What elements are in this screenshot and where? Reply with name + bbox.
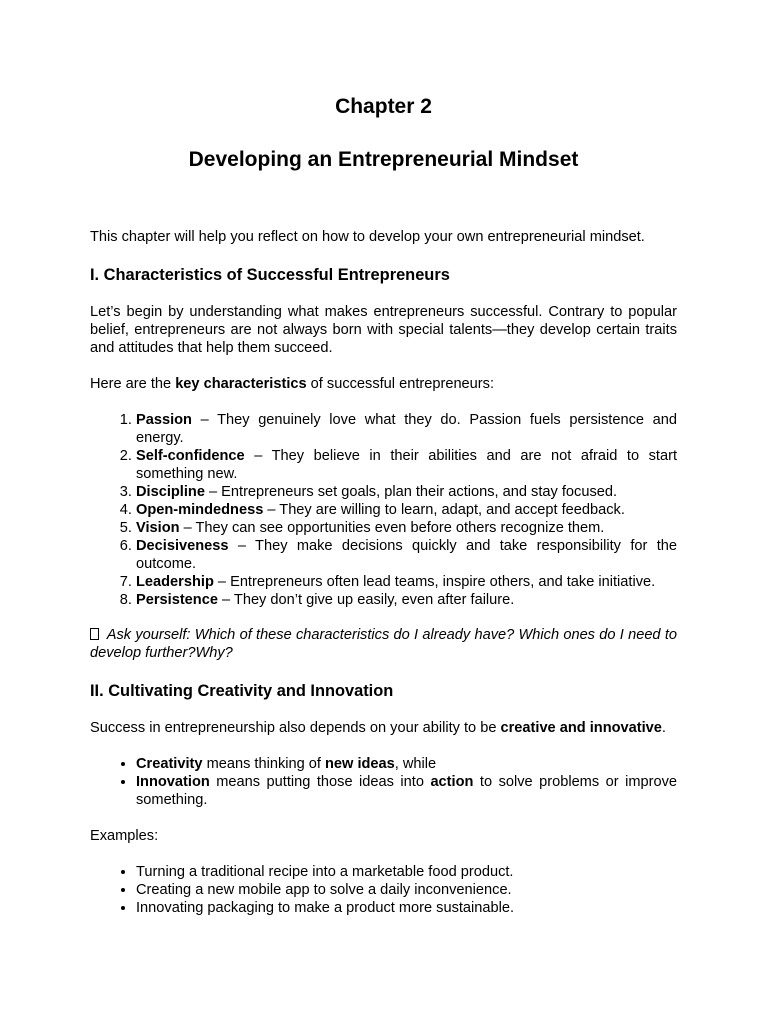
bullet-end: , while <box>394 756 437 772</box>
item-text: – They can see opportunities even before others recognize them. <box>179 520 605 536</box>
lead-text-after: of successful entrepreneurs: <box>306 376 495 392</box>
list-item <box>136 447 677 483</box>
para-text-after: . <box>661 720 666 736</box>
bullet-mid: means thinking of <box>202 756 326 772</box>
list-item: • Creating a new mobile app to solve a daily inconvenience. <box>136 881 677 899</box>
lead-text-before: Here are the <box>90 376 176 392</box>
item-term: Decisiveness <box>136 538 229 554</box>
para-text-bold: creative and innovative <box>500 720 662 736</box>
creativity-bullets <box>90 755 677 809</box>
item-text: – They don’t give up easily, even after failure. <box>217 592 515 608</box>
characteristics-list <box>90 411 677 609</box>
list-item <box>136 755 677 773</box>
list-item <box>136 773 677 809</box>
bullet-mid: means putting those ideas into <box>209 774 431 790</box>
list-item: • Turning a traditional recipe into a marketable food product. <box>136 863 677 881</box>
bullet-term: Creativity <box>136 756 203 772</box>
item-text: – They are willing to learn, adapt, and accept feedback. <box>263 502 625 518</box>
item-text: – They believe in their abilities and are not afraid to start something new. <box>136 448 677 482</box>
item-term: Leadership <box>136 574 214 590</box>
bullet-end: to solve problems or improve something. <box>136 774 677 808</box>
bullet-bold: new ideas <box>325 756 395 772</box>
characteristics-lead <box>90 375 677 393</box>
list-item <box>136 483 677 501</box>
chapter-title: Developing an Entrepreneurial Mindset <box>188 148 579 171</box>
intro-paragraph: This chapter will help you reflect on how to develop your own entrepreneurial mindset. <box>90 229 645 245</box>
section-1-heading: I. Characteristics of Successful Entrepreneurs <box>90 266 450 284</box>
list-item <box>136 591 677 609</box>
missing-glyph-icon <box>90 628 99 640</box>
item-text: – Entrepreneurs often lead teams, inspire others, and take initiative. <box>213 574 656 590</box>
examples-label: Examples: <box>90 828 159 844</box>
lead-text-bold: key characteristics <box>175 376 307 392</box>
list-item <box>136 411 677 447</box>
item-term: Discipline <box>136 484 205 500</box>
item-term: Passion <box>136 412 192 428</box>
bullet-term: Innovation <box>136 774 210 790</box>
item-term: Self-confidence <box>136 448 245 464</box>
item-term: Persistence <box>136 592 218 608</box>
list-item <box>136 501 677 519</box>
list-item <box>136 519 677 537</box>
item-term: Vision <box>136 520 180 536</box>
list-item <box>136 573 677 591</box>
item-term: Open-mindedness <box>136 502 264 518</box>
item-text: – They make decisions quickly and take responsibility for the outcome. <box>136 538 677 572</box>
list-item <box>136 537 677 573</box>
item-text: – They genuinely love what they do. Passion fuels persistence and energy. <box>136 412 677 446</box>
reflection-question <box>90 626 677 662</box>
section-1-paragraph: Let’s begin by understanding what makes entrepreneurs successful. Contrary to popular belief, entrepreneurs are not always born with special talents—they develop certain traits and attitudes that help them succeed. <box>90 304 677 356</box>
bullet-bold: action <box>430 774 474 790</box>
examples-list <box>90 863 677 917</box>
question-text: Ask yourself: Which of these characteristics do I already have? Which ones do I need to develop further?Why? <box>90 627 677 661</box>
section-2-paragraph <box>90 719 677 737</box>
para-text-before: Success in entrepreneurship also depends on your ability to be <box>90 720 501 736</box>
list-item: • Innovating packaging to make a product more sustainable. <box>136 899 677 917</box>
chapter-label: Chapter 2 <box>335 95 432 118</box>
item-text: – Entrepreneurs set goals, plan their actions, and stay focused. <box>204 484 618 500</box>
section-2-heading: II. Cultivating Creativity and Innovation <box>90 682 394 700</box>
